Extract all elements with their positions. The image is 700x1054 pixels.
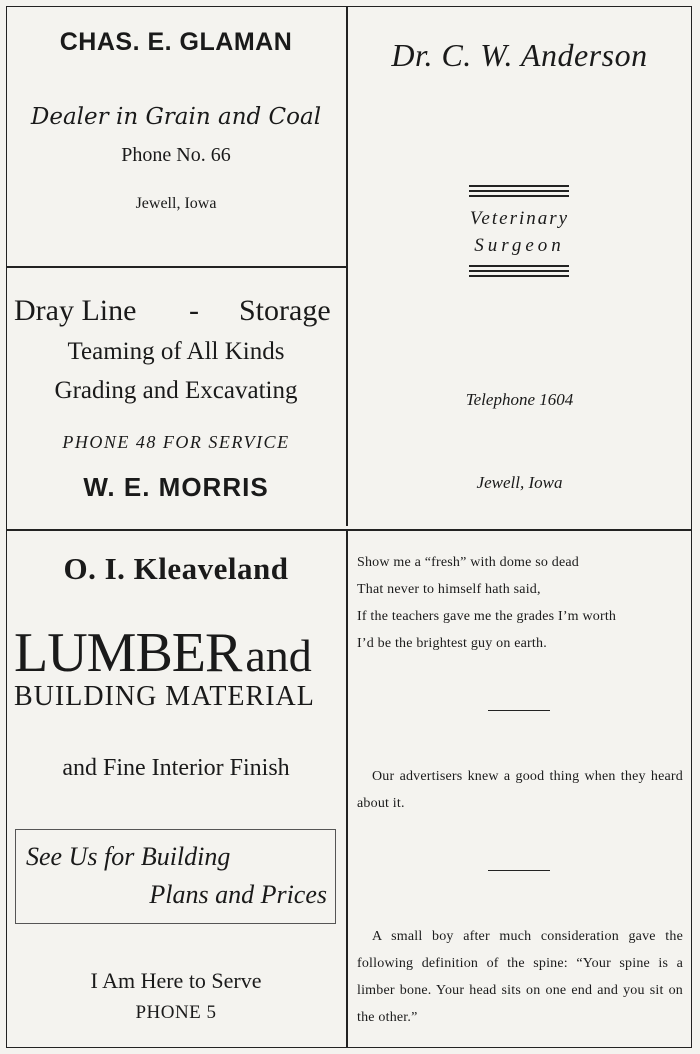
- anderson-rule-bottom-1: [469, 265, 569, 267]
- separator-1: [488, 710, 550, 711]
- kleaveland-ad: [6, 531, 346, 1048]
- morris-name: W. E. MORRIS: [83, 472, 269, 502]
- anderson-ad: [347, 6, 692, 528]
- morris-phone: PHONE 48 FOR SERVICE: [62, 432, 290, 452]
- kleaveland-callout-box: [15, 829, 336, 924]
- advertisers-joke: Our advertisers knew a good thing when they heard about it.: [357, 769, 683, 811]
- anderson-phone: Telephone 1604: [465, 390, 574, 409]
- kleaveland-box-line1: See Us for Building: [26, 842, 231, 871]
- morris-line2: Teaming of All Kinds: [67, 338, 285, 365]
- anderson-name: Dr. C. W. Anderson: [391, 37, 648, 73]
- kleaveland-lumber: LUMBER: [14, 622, 242, 684]
- poem-line: Show me a “fresh” with dome so dead: [357, 555, 579, 570]
- poem-line: If the teachers gave me the grades I’m worth: [357, 609, 617, 624]
- center-divider-bottom: [346, 530, 348, 1048]
- anderson-rule-top-1: [469, 185, 569, 187]
- anderson-rule-top-3: [469, 195, 569, 197]
- anderson-rule-top-2: [469, 190, 569, 192]
- spine-joke: A small boy after much consideration gave the following definition of the spine: “Your spine is a limber bone. Your head sits on one end and you sit on the other.”: [357, 929, 683, 1025]
- poem: [357, 549, 685, 657]
- poem-line: That never to himself hath said,: [357, 582, 541, 597]
- glaman-phone: Phone No. 66: [121, 144, 231, 166]
- poem-line: I’d be the brightest guy on earth.: [357, 636, 547, 651]
- morris-ad: [6, 268, 346, 528]
- kleaveland-serve: I Am Here to Serve: [90, 968, 262, 993]
- kleaveland-name: O. I. Kleaveland: [63, 551, 289, 586]
- anderson-city: Jewell, Iowa: [476, 473, 563, 492]
- glaman-name: CHAS. E. GLAMAN: [59, 28, 293, 56]
- kleaveland-building: BUILDING MATERIAL: [14, 681, 315, 712]
- kleaveland-and: and: [245, 630, 312, 681]
- separator-2: [488, 870, 550, 871]
- kleaveland-box-line2: Plans and Prices: [149, 880, 327, 909]
- kleaveland-lumber-line: [14, 621, 312, 685]
- kleaveland-phone: PHONE 5: [135, 1002, 217, 1023]
- morris-line1-left: Dray Line: [14, 294, 137, 327]
- anderson-title2: Surgeon: [474, 235, 565, 256]
- morris-line1-right: Storage: [239, 294, 331, 327]
- glaman-ad: [6, 6, 346, 266]
- kleaveland-finish: and Fine Interior Finish: [62, 755, 290, 781]
- morris-line3: Grading and Excavating: [54, 377, 298, 404]
- glaman-line1: Dealer in Grain and Coal: [30, 104, 322, 130]
- morris-line1-dash: -: [189, 294, 199, 327]
- anderson-rule-bottom-3: [469, 275, 569, 277]
- anderson-title1: Veterinary: [469, 208, 570, 229]
- glaman-city: Jewell, Iowa: [135, 195, 217, 212]
- anderson-rule-bottom-2: [469, 270, 569, 272]
